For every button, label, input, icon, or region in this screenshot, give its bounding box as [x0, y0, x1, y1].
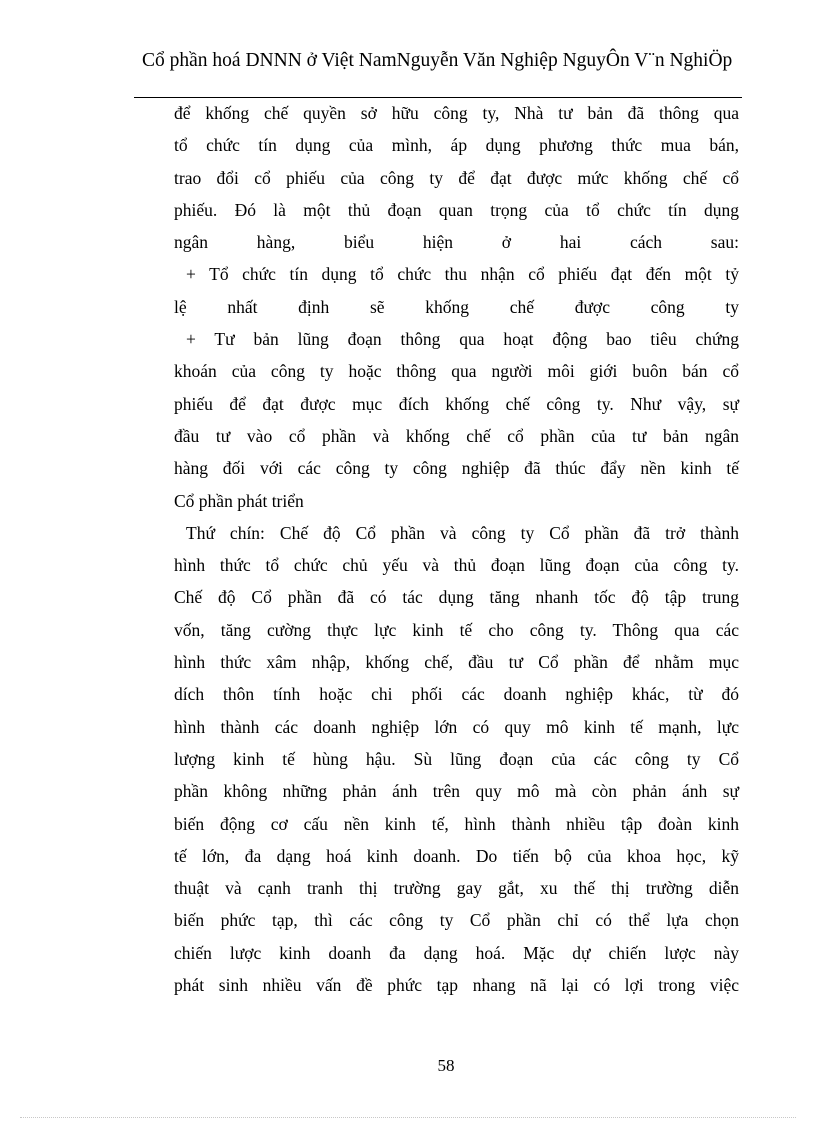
text-line: lệ nhất định sẽ khống chế được công ty [174, 296, 739, 317]
page-header: Cổ phần hoá DNNN ở Việt NamNguyễn Văn Nghiệp NguyÔn V¨n NghiÖp [142, 50, 733, 71]
text-line: biến phức tạp, thì các công ty Cổ phần chỉ có thể lựa chọn [174, 910, 739, 931]
text-line: tế lớn, đa dạng hoá kinh doanh. Do tiến bộ của khoa học, kỹ [174, 845, 739, 866]
text-line: hình thành các doanh nghiệp lớn có quy mô kinh tế mạnh, lực [174, 716, 739, 737]
text-line: hình thức xâm nhập, khống chế, đầu tư Cổ phần để nhằm mục [174, 652, 739, 673]
text-line: Thứ chín: Chế độ Cổ phần và công ty Cổ phần đã trở thành [186, 522, 739, 543]
text-line: tổ chức tín dụng của mình, áp dụng phương thức mua bán, [174, 135, 739, 156]
text-line: phiếu. Đó là một thủ đoạn quan trọng của tổ chức tín dụng [174, 199, 739, 220]
body-text [174, 97, 739, 1001]
text-line: + Tư bản lũng đoạn thông qua hoạt động bao tiêu chứng [186, 329, 739, 350]
text-line: chiến lược kinh doanh đa dạng hoá. Mặc dự chiến lược này [174, 942, 739, 963]
text-line: trao đổi cổ phiếu của công ty để đạt được mức khống chế cổ [174, 167, 739, 188]
text-line: vốn, tăng cường thực lực kinh tế cho công ty. Thông qua các [174, 619, 739, 640]
text-line: phiếu để đạt được mục đích khống chế công ty. Như vậy, sự [174, 393, 739, 414]
text-line: để khống chế quyền sở hữu công ty, Nhà tư bản đã thông qua [174, 103, 739, 123]
text-line: + Tổ chức tín dụng tổ chức thu nhận cổ phiếu đạt đến một tỷ [186, 264, 739, 285]
text-line: khoán của công ty hoặc thông qua người môi giới buôn bán cổ [174, 361, 739, 382]
text-line: phần không những phản ánh trên quy mô mà còn phản ánh sự [174, 781, 739, 802]
text-line: hàng đối với các công ty công nghiệp đã thúc đẩy nền kinh tế [174, 458, 739, 479]
page-bottom-border [20, 1117, 796, 1118]
page-number: 58 [437, 1056, 455, 1075]
text-line: dích thôn tính hoặc chi phối các doanh nghiệp khác, từ đó [174, 684, 739, 705]
text-line: lượng kinh tế hùng hậu. Sù lũng đoạn của các công ty Cổ [174, 748, 739, 769]
text-line: thuật và cạnh tranh thị trường gay gắt, xu thế thị trường diễn [174, 878, 739, 899]
text-line: hình thức tổ chức chủ yếu và thủ đoạn lũng đoạn của công ty. [174, 555, 739, 576]
text-line: Chế độ Cổ phần đã có tác dụng tăng nhanh tốc độ tập trung [174, 587, 739, 608]
text-line: biến động cơ cấu nền kinh tế, hình thành nhiều tập đoàn kinh [174, 813, 739, 834]
text-line: đầu tư vào cổ phần và khống chế cổ phần của tư bản ngân [174, 425, 739, 446]
text-line: phát sinh nhiều vấn đề phức tạp nhang nã lại có lợi trong việc [174, 975, 739, 996]
text-line: ngân hàng, biểu hiện ở hai cách sau: [174, 232, 739, 253]
text-line: Cổ phần phát triển [174, 490, 304, 511]
